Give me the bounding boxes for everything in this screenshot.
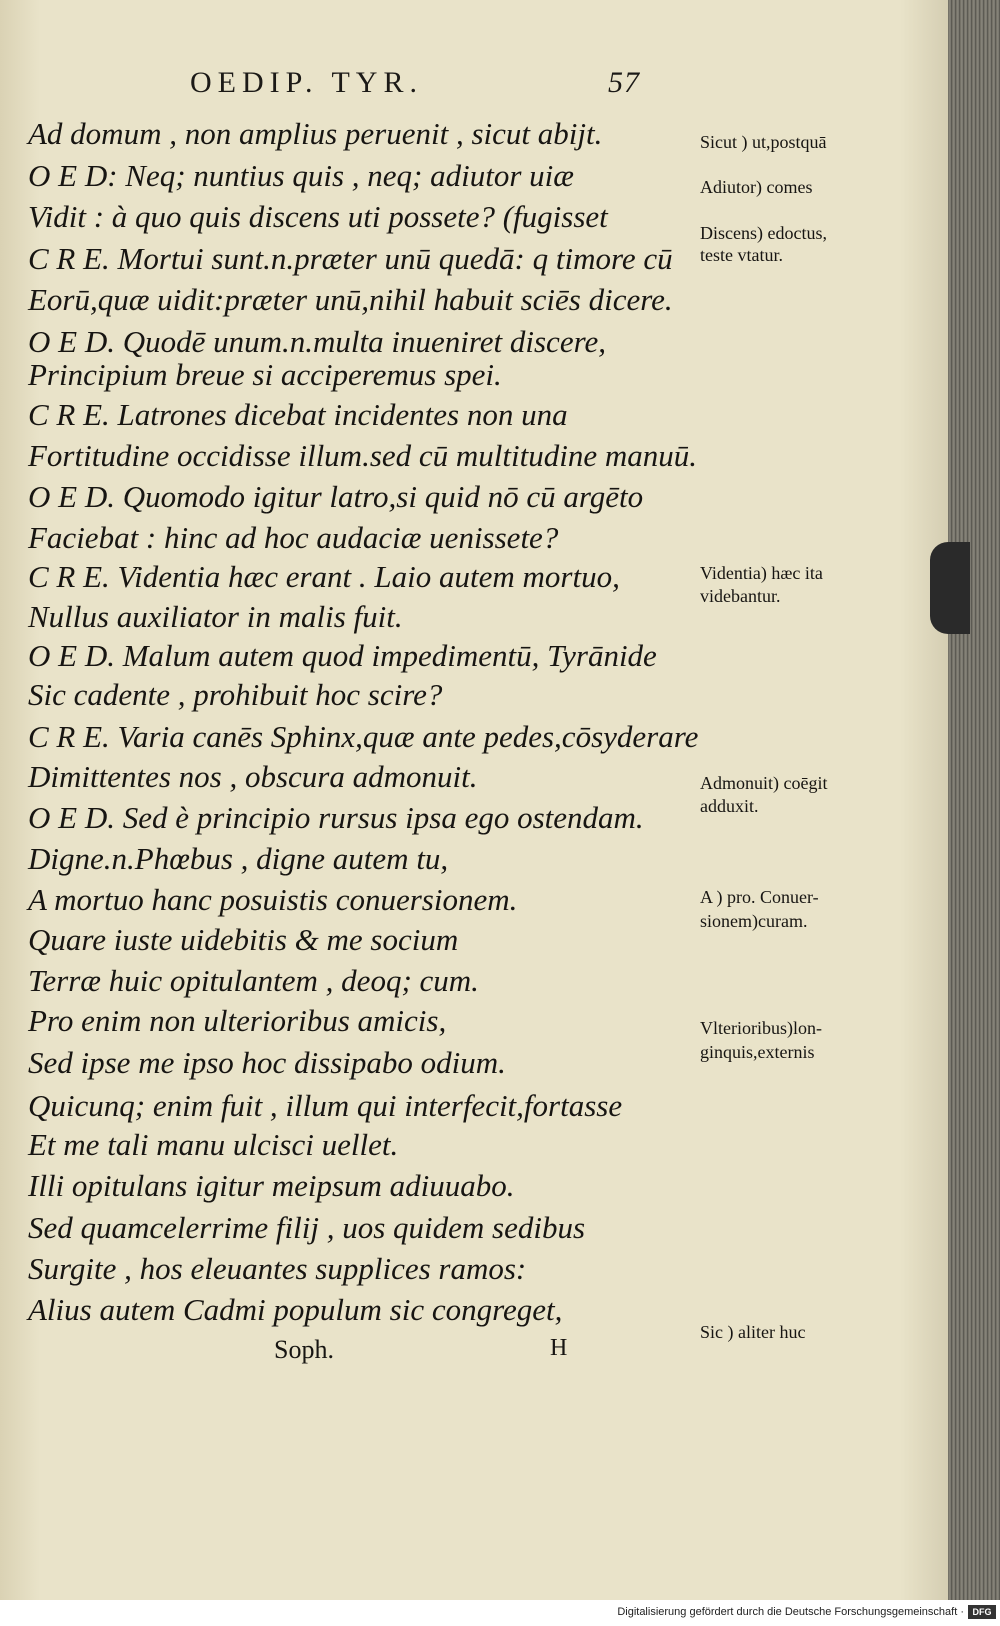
margin-note: Admonuit) coēgit	[700, 773, 828, 793]
text-line: O E D. Quodē unum.n.multa inueniret discere,	[28, 324, 606, 359]
text-line: Dimittentes nos , obscura admonuit.	[28, 759, 478, 794]
text-line: Pro enim non ulterioribus amicis,	[28, 1003, 447, 1038]
text-line: Ad domum , non amplius peruenit , sicut abijt.	[28, 116, 603, 151]
text-line: Eorū,quæ uidit:præter unū,nihil habuit sciēs dicere.	[28, 282, 673, 317]
dfg-logo: DFG	[968, 1605, 996, 1619]
text-line: Digne.n.Phœbus , digne autem tu,	[28, 841, 449, 876]
text-line: Quicunq; enim fuit , illum qui interfecit,fortasse	[28, 1088, 623, 1123]
margin-note: Adiutor) comes	[700, 177, 813, 197]
text-line: Faciebat : hinc ad hoc audaciæ uenissete?	[28, 520, 559, 555]
text-line: Nullus auxiliator in malis fuit.	[28, 599, 403, 634]
catchword: Soph.	[274, 1335, 334, 1364]
text-line: Sed quamcelerrime filij , uos quidem sedibus	[28, 1210, 586, 1245]
margin-note: adduxit.	[700, 796, 759, 816]
text-line: Principium breue si acciperemus spei.	[28, 357, 502, 392]
margin-note: ginquis,externis	[700, 1042, 815, 1062]
margin-note: Discens) edoctus,	[700, 223, 827, 243]
text-line: Illi opitulans igitur meipsum adiuuabo.	[28, 1168, 515, 1203]
text-line: A mortuo hanc posuistis conuersionem.	[28, 882, 518, 917]
text-line: O E D. Sed è principio rursus ipsa ego ostendam.	[28, 800, 644, 835]
margin-note: Vlterioribus)lon-	[700, 1018, 822, 1038]
margin-note: sionem)curam.	[700, 911, 808, 931]
text-line: O E D. Quomodo igitur latro,si quid nō cū argēto	[28, 479, 644, 514]
margin-note: Sicut ) ut,postquā	[700, 132, 827, 152]
text-line: C R E. Videntia hæc erant . Laio autem mortuo,	[28, 559, 620, 594]
page-edge-tab	[930, 542, 970, 634]
page-number: 57	[608, 66, 640, 99]
text-line: C R E. Varia canēs Sphinx,quæ ante pedes,cōsyderare	[28, 719, 699, 754]
page-edge-stack	[948, 0, 1000, 1600]
text-line: O E D. Malum autem quod impedimentū, Tyrānide	[28, 638, 657, 673]
footer-credit: Digitalisierung gefördert durch die Deutsche Forschungsgemeinschaft ·	[617, 1606, 964, 1618]
text-line: Fortitudine occidisse illum.sed cū multitudine manuū.	[28, 438, 697, 473]
text-line: Surgite , hos eleuantes supplices ramos:	[28, 1251, 527, 1286]
text-line: Vidit : à quo quis discens uti possete? (fugisset	[28, 199, 608, 234]
text-line: Quare iuste uidebitis & me socium	[28, 922, 459, 957]
text-line: O E D: Neq; nuntius quis , neq; adiutor uiæ	[28, 158, 574, 193]
text-line: C R E. Latrones dicebat incidentes non una	[28, 397, 568, 432]
text-line: C R E. Mortui sunt.n.præter unū quedā: q timore cū	[28, 241, 673, 276]
margin-note: teste vtatur.	[700, 245, 783, 265]
footer-bar	[0, 1600, 1000, 1626]
margin-note: Sic ) aliter huc	[700, 1322, 806, 1342]
signature-mark: H	[550, 1335, 568, 1361]
text-line: Terræ huic opitulantem , deoq; cum.	[28, 963, 479, 998]
running-head-title: OEDIP. TYR.	[190, 66, 423, 99]
margin-note: A ) pro. Conuer-	[700, 887, 819, 907]
text-line: Sic cadente , prohibuit hoc scire?	[28, 677, 443, 712]
margin-note: Videntia) hæc ita	[700, 563, 823, 583]
margin-note: videbantur.	[700, 586, 781, 606]
text-line: Et me tali manu ulcisci uellet.	[28, 1127, 399, 1162]
text-line: Alius autem Cadmi populum sic congreget,	[28, 1292, 563, 1327]
text-line: Sed ipse me ipso hoc dissipabo odium.	[28, 1045, 506, 1080]
